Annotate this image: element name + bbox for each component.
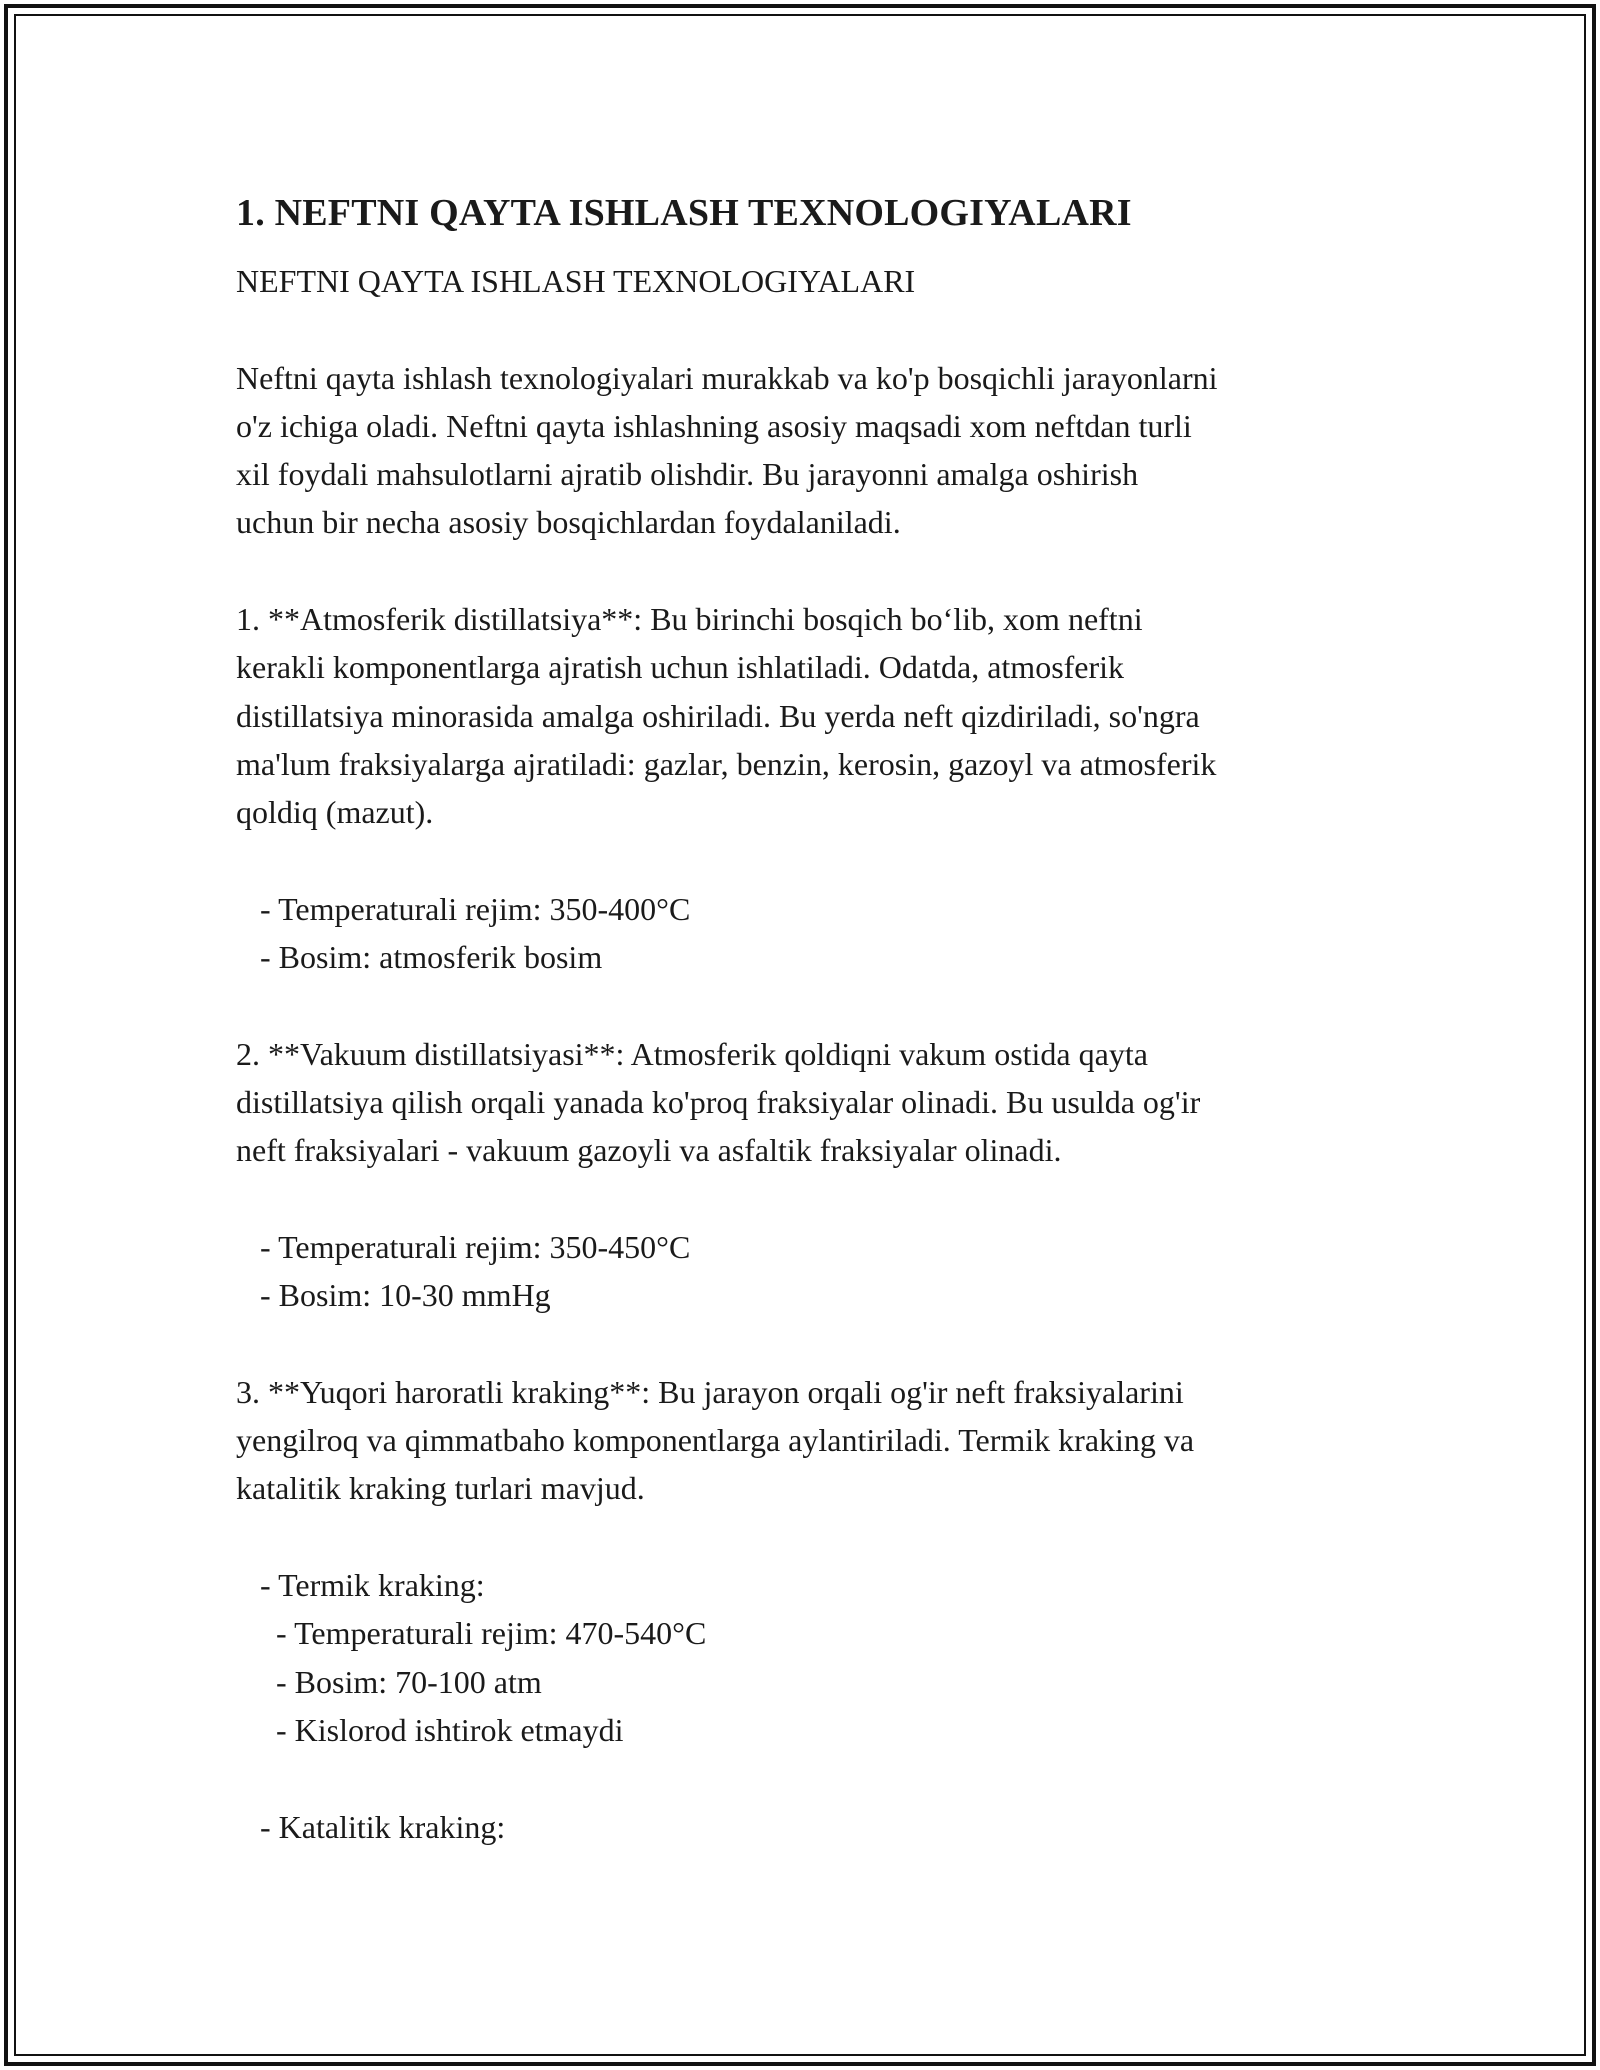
paragraph-line: uchun bir necha asosiy bosqichlardan foydalaniladi.: [236, 504, 901, 541]
paragraph-line: 2. **Vakuum distillatsiyasi**: Atmosferik qoldiqni vakum ostida qayta: [236, 1035, 1148, 1072]
katalitik-kraking-list: [236, 1803, 1366, 1851]
section-kraking: [236, 1368, 1366, 1513]
paragraph-line: kerakli komponentlarga ajratish uchun ishlatiladi. Odatda, atmosferik: [236, 649, 1125, 686]
paragraph-line: ma'lum fraksiyalarga ajratiladi: gazlar, benzin, kerosin, gazoyl va atmosferik: [236, 745, 1217, 782]
section-atmosferik: [236, 595, 1366, 836]
section-atmosferik-list: [236, 885, 1366, 982]
list-item: - Temperaturali rejim: 350-450°C: [236, 1228, 691, 1265]
paragraph-gap: [236, 1320, 1366, 1368]
paragraph-gap: [236, 1754, 1366, 1802]
paragraph-line: 1. **Atmosferik distillatsiya**: Bu birinchi bosqich bo‘lib, xom neftni: [236, 601, 1143, 638]
list-item: - Bosim: atmosferik bosim: [236, 939, 603, 976]
paragraph-line: xil foydali mahsulotlarni ajratib olishdir. Bu jarayonni amalga oshirish: [236, 456, 1139, 493]
list-item: - Temperaturali rejim: 350-400°C: [236, 890, 691, 927]
list-item: - Katalitik kraking:: [236, 1808, 506, 1845]
intro-paragraph: [236, 354, 1366, 547]
paragraph-gap: [236, 1513, 1366, 1561]
section-vakuum: [236, 1030, 1366, 1175]
paragraph-line: distillatsiya minorasida amalga oshiriladi. Bu yerda neft qizdiriladi, so'ngra: [236, 697, 1200, 734]
document-heading: 1. NEFTNI QAYTA ISHLASH TEXNOLOGIYALARI: [236, 192, 1132, 234]
paragraph-line: Neftni qayta ishlash texnologiyalari murakkab va ko'p bosqichli jarayonlarni: [236, 359, 1218, 396]
paragraph-line: yengilroq va qimmatbaho komponentlarga aylantiriladi. Termik kraking va: [236, 1422, 1195, 1459]
list-item: - Temperaturali rejim: 470-540°C: [236, 1615, 707, 1652]
paragraph-line: o'z ichiga oladi. Neftni qayta ishlashning asosiy maqsadi xom neftdan turli: [236, 407, 1192, 444]
document-body: [236, 183, 1366, 1851]
paragraph-line: katalitik kraking turlari mavjud.: [236, 1470, 645, 1507]
paragraph-gap: [236, 547, 1366, 595]
paragraph-gap: [236, 305, 1366, 353]
paragraph-gap: [236, 837, 1366, 885]
list-item: - Bosim: 70-100 atm: [236, 1663, 542, 1700]
list-item: - Bosim: 10-30 mmHg: [236, 1277, 551, 1314]
paragraph-line: qoldiq (mazut).: [236, 794, 434, 831]
termik-kraking-list: [236, 1561, 1366, 1754]
paragraph-line: neft fraksiyalari - vakuum gazoyli va asfaltik fraksiyalar olinadi.: [236, 1132, 1062, 1169]
section-vakuum-list: [236, 1223, 1366, 1320]
document-subtitle: NEFTNI QAYTA ISHLASH TEXNOLOGIYALARI: [236, 263, 916, 299]
list-item: - Kislorod ishtirok etmaydi: [236, 1711, 624, 1748]
paragraph-gap: [236, 981, 1366, 1029]
paragraph-line: distillatsiya qilish orqali yanada ko'proq fraksiyalar olinadi. Bu usulda og'ir: [236, 1084, 1201, 1121]
paragraph-gap: [236, 1175, 1366, 1223]
list-item: - Termik kraking:: [236, 1567, 485, 1604]
paragraph-line: 3. **Yuqori haroratli kraking**: Bu jarayon orqali og'ir neft fraksiyalarini: [236, 1373, 1184, 1410]
